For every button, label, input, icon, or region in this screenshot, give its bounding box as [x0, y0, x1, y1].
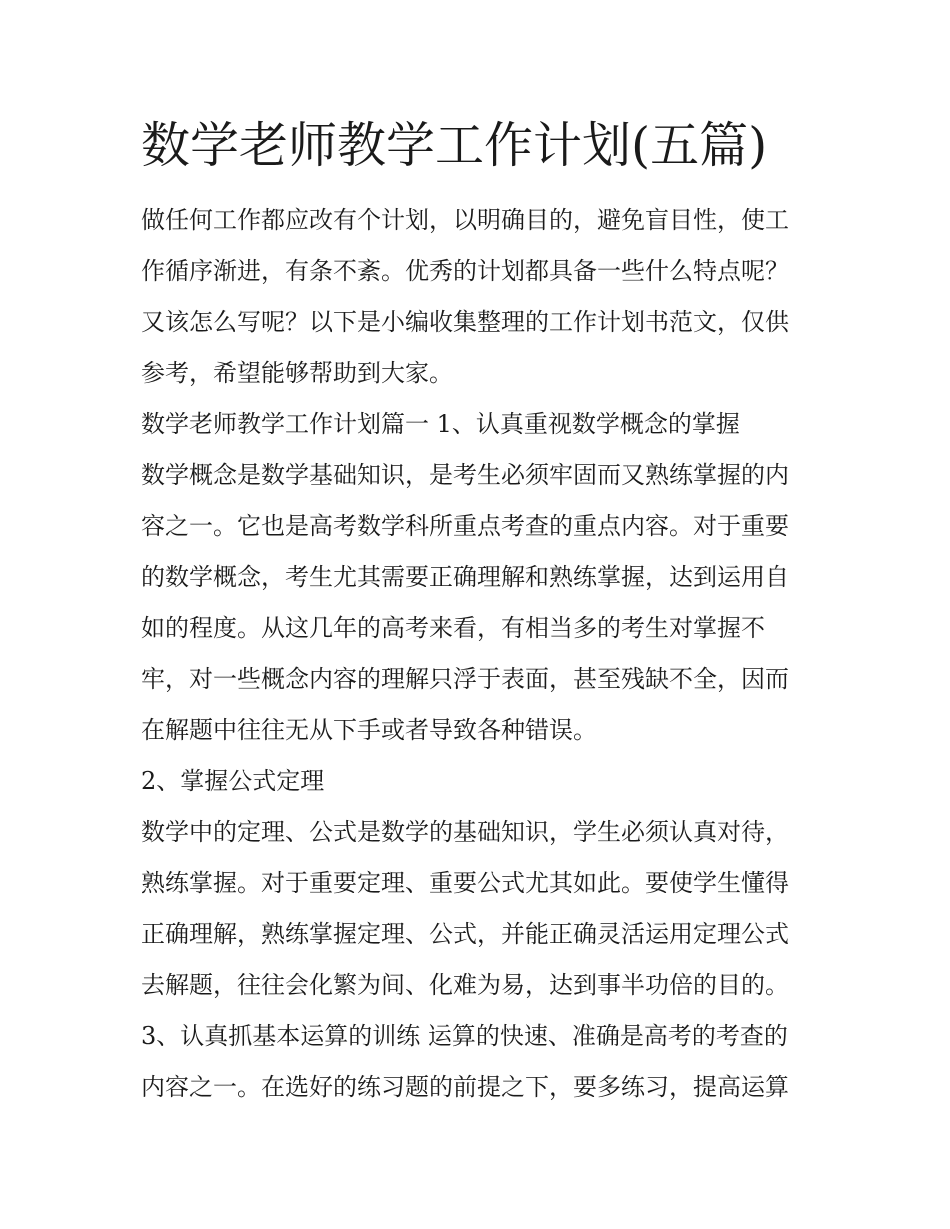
section-heading-line: 2、掌握公式定理: [141, 767, 325, 795]
text-line: 正确理解，熟练掌握定理、公式，并能正确灵活运用定理公式: [141, 920, 789, 948]
section-heading-line: 数学老师教学工作计划篇一 1、认真重视数学概念的掌握: [141, 410, 740, 438]
text-line: 作循序渐进，有条不紊。优秀的计划都具备一些什么特点呢？: [141, 257, 789, 285]
document-title: 数学老师教学工作计划(五篇): [141, 117, 768, 174]
text-line: 参考，希望能够帮助到大家。: [141, 359, 453, 387]
text-line: 数学概念是数学基础知识，是考生必须牢固而又熟练掌握的内: [141, 461, 789, 489]
text-line: 的数学概念，考生尤其需要正确理解和熟练掌握，达到运用自: [141, 563, 789, 591]
text-line: 熟练掌握。对于重要定理、重要公式尤其如此。要使学生懂得: [141, 869, 789, 897]
text-line: 容之一。它也是高考数学科所重点考查的重点内容。对于重要: [141, 512, 789, 540]
text-line: 牢，对一些概念内容的理解只浮于表面，甚至残缺不全，因而: [141, 665, 789, 693]
text-line: 做任何工作都应改有个计划，以明确目的，避免盲目性，使工: [141, 206, 789, 234]
text-line: 内容之一。在选好的练习题的前提之下，要多练习，提高运算: [141, 1073, 789, 1101]
text-line: 在解题中往往无从下手或者导致各种错误。: [141, 716, 597, 744]
text-line: 去解题，往往会化繁为间、化难为易，达到事半功倍的目的。: [141, 971, 789, 999]
text-line: 数学中的定理、公式是数学的基础知识，学生必须认真对待，: [141, 818, 789, 846]
document-page: [141, 110, 813, 1113]
text-line: 3、认真抓基本运算的训练 运算的快速、准确是高考的考查的: [141, 1022, 788, 1050]
text-line: 又该怎么写呢？以下是小编收集整理的工作计划书范文，仅供: [141, 308, 789, 336]
text-line: 如的程度。从这几年的高考来看，有相当多的考生对掌握不: [141, 614, 765, 642]
